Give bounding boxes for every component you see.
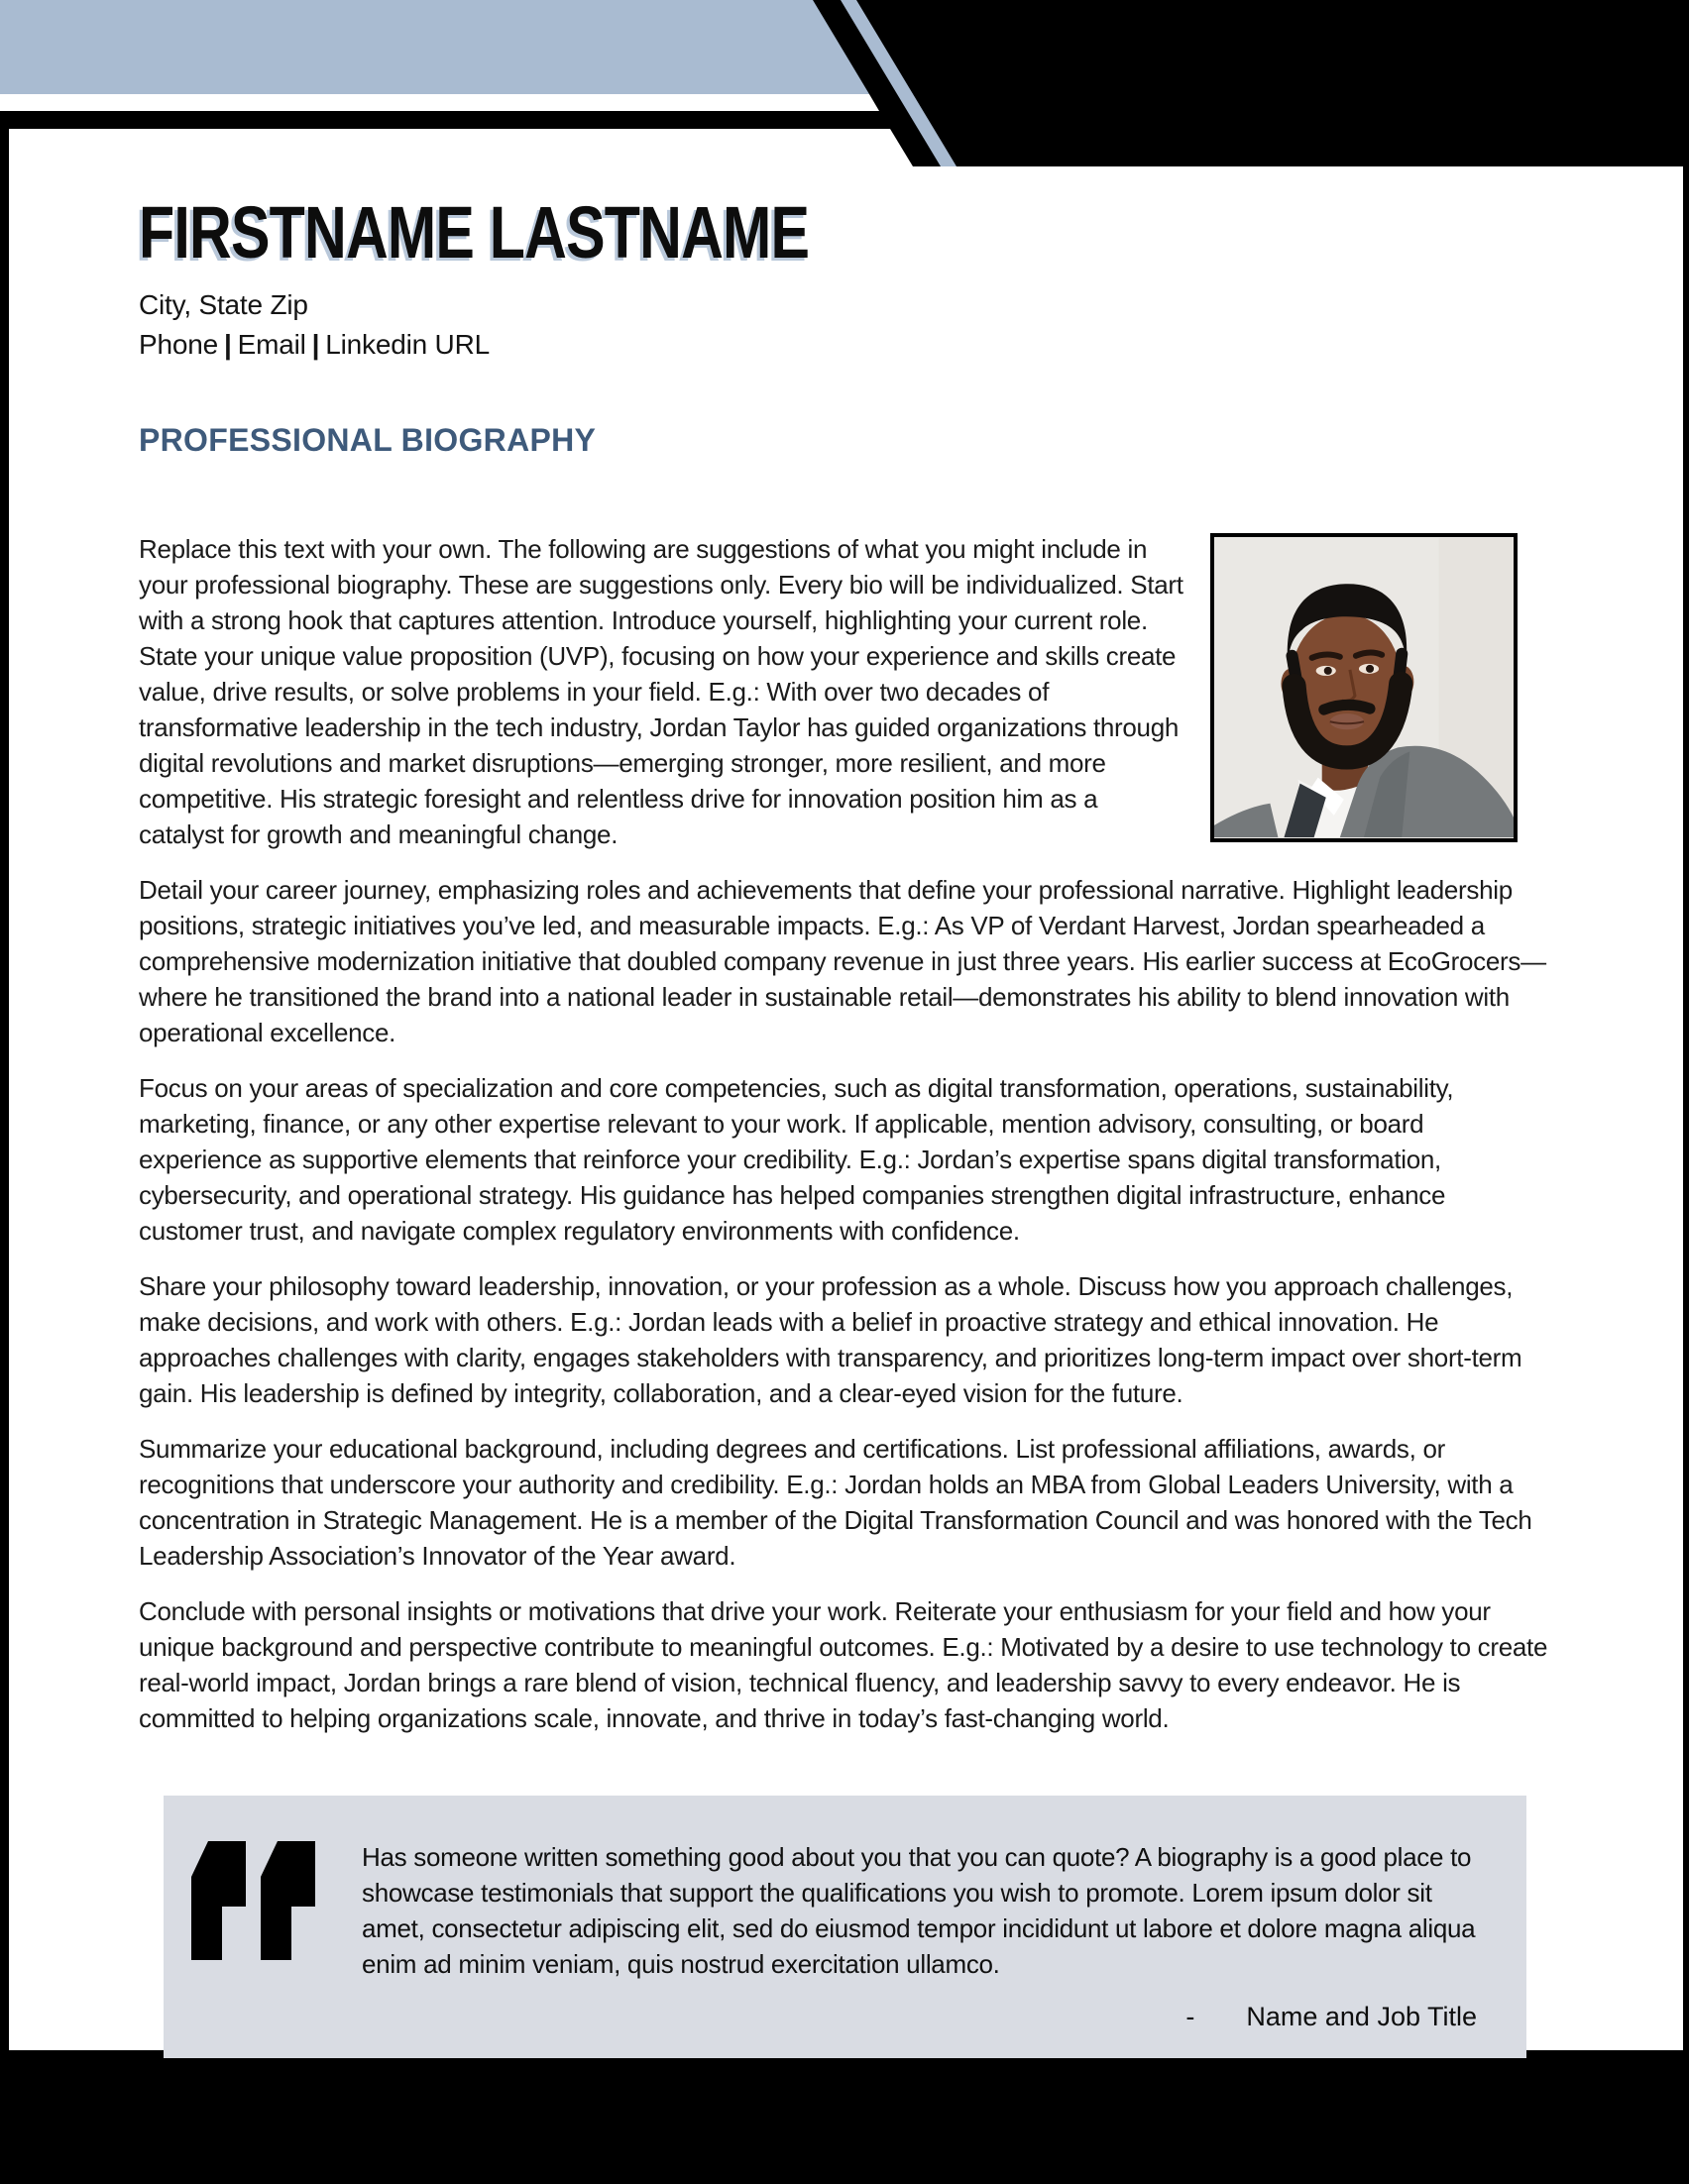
page-border-left [0, 127, 9, 2184]
testimonial-quote-box [164, 1796, 1526, 2058]
quote-attribution [362, 2002, 1477, 2032]
bio-paragraph: Focus on your areas of specialization and core competencies, such as digital transformation, operations, sustainability, marketing, finance, or any other expertise relevant to your work. If applicable, mention advisory, consulting, or board experience as supportive elements that reinforce your credibility. E.g.: Jordan’s expertise spans digital transformation, cybersecurity, and operational strategy. His guidance has helped companies strengthen digital infrastructure, enhance customer trust, and navigate complex regulatory environments with confidence. [139, 1073, 1454, 1246]
profile-photo [1210, 533, 1518, 842]
bio-paragraph: Detail your career journey, emphasizing roles and achievements that define your professional narrative. Highlight leadership positions, strategic initiatives you’ve led, and measurable impacts. E.g.: As VP of Verdant Harvest, Jordan spearheaded a comprehensive modernization initiative that doubled company revenue in just three years. His earlier success at EcoGrocers—where he transitioned the brand into a national leader in sustainable retail—demonstrates his ability to blend innovation with operational excellence. [139, 875, 1546, 1047]
biography-body [139, 531, 1553, 1756]
contact-email: Email [237, 329, 306, 360]
quotation-mark-icon [191, 1841, 315, 1960]
footer-decoration [0, 2046, 1689, 2184]
page-title: FIRSTNAME LASTNAME [139, 191, 810, 273]
page-content [139, 166, 1553, 2058]
contact-separator: | [223, 329, 232, 360]
quote-attribution-name: Name and Job Title [1246, 2002, 1477, 2031]
contact-links-line [139, 325, 1553, 365]
bio-paragraph: Conclude with personal insights or motivations that drive your work. Reiterate your enthusiasm for your field and how your unique background and perspective contribute to meaningful outcomes. E.g.: Motivated by a desire to use technology to create real-world impact, Jordan brings a rare blend of vision, technical fluency, and leadership savvy to every endeavor. He is committed to helping organizations scale, innovate, and thrive in today’s fast-changing world. [139, 1596, 1548, 1733]
quote-text: Has someone written something good about you that you can quote? A biography is a good place to showcase testimonials that support the qualifications you wish to promote. Lorem ipsum dolor sit amet, consectetur adipiscing elit, sed do eiusmod tempor incididunt ut labore et dolore magna aliqua enim ad minim veniam, quis nostrud exercitation ullamco. [362, 1842, 1476, 1979]
quote-attribution-dash: - [1185, 2002, 1195, 2031]
contact-linkedin: Linkedin URL [325, 329, 490, 360]
header-decoration [0, 0, 1689, 166]
bio-paragraph: Replace this text with your own. The following are suggestions of what you might include in your professional biography. These are suggestions only. Every bio will be individualized. Start with a strong hook that captures attention. Introduce yourself, highlighting your current role. State your unique value proposition (UVP), focusing on how your experience and skills create value, drive results, or solve problems in your field. E.g.: With over two decades of transformative leadership in the tech industry, Jordan Taylor has guided organizations through digital revolutions and market disruptions—emerging stronger, more resilient, and more competitive. His strategic foresight and relentless drive for innovation position him as a catalyst for growth and meaningful change. [139, 534, 1183, 849]
profile-photo-illustration [1214, 537, 1514, 838]
contact-separator: | [311, 329, 320, 360]
contact-phone: Phone [139, 329, 218, 360]
bio-paragraph: Summarize your educational background, including degrees and certifications. List professional affiliations, awards, or recognitions that underscore your authority and credibility. E.g.: Jordan holds an MBA from Global Leaders University, with a concentration in Strategic Management. He is a member of the Digital Transformation Council and was honored with the Tech Leadership Association’s Innovator of the Year award. [139, 1434, 1532, 1571]
contact-city-line: City, State Zip [139, 289, 308, 320]
bio-paragraph: Share your philosophy toward leadership, innovation, or your profession as a whole. Discuss how you approach challenges, make decisions, and work with others. E.g.: Jordan leads with a belief in proactive strategy and ethical innovation. He approaches challenges with clarity, engages stakeholders with transparency, and prioritizes long-term impact over short-term gain. His leadership is defined by integrity, collaboration, and a clear-eyed vision for the future. [139, 1271, 1522, 1408]
contact-block [139, 285, 1553, 365]
section-heading: PROFESSIONAL BIOGRAPHY [139, 422, 597, 458]
page-border-right [1683, 166, 1689, 2184]
